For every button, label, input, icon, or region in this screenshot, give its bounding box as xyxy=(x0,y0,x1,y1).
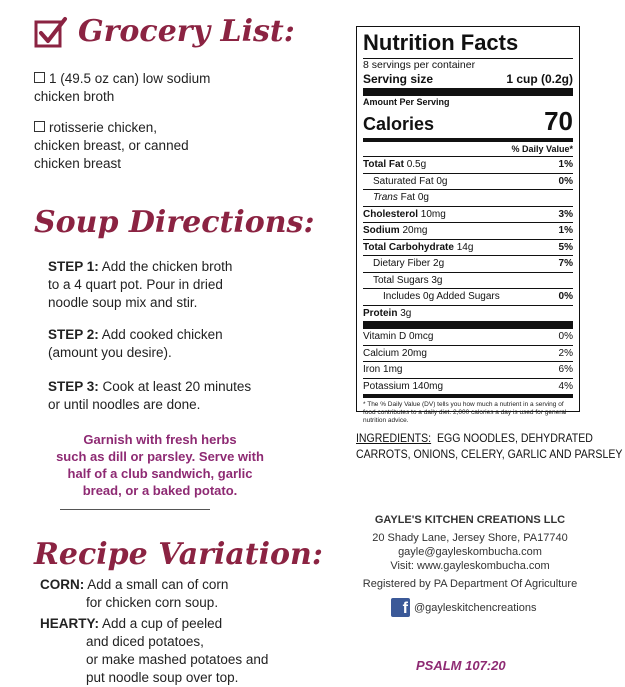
grocery-checkbox-icon xyxy=(34,16,68,55)
nutrient-row: Includes 0g Added Sugars 0% xyxy=(363,288,573,305)
daily-value-header: % Daily Value* xyxy=(511,144,573,154)
facebook-handle[interactable]: @gayleskitchencreations xyxy=(414,601,537,614)
nutrient-row: Dietary Fiber 2g 7% xyxy=(363,255,573,272)
nutrient-list xyxy=(363,156,573,321)
nutrition-footnote: * The % Daily Value (DV) tells you how much a nutrient in a serving of food contributes to a daily diet. 2,000 calories a day is used for general nutrition advice. xyxy=(363,401,567,424)
grocery-item: rotisserie chicken, chicken breast, or canned chicken breast xyxy=(34,120,189,171)
vitamin-row: Calcium 20mg 2% xyxy=(363,345,573,362)
servings-per-container: 8 servings per container xyxy=(363,59,476,71)
ingredients-block: INGREDIENTS: EGG NOODLES, DEHYDRATED CARROTS, ONIONS, CELERY, GARLIC AND PARSLEY xyxy=(356,431,623,461)
serving-size-row: Serving size 1 cup (0.2g) xyxy=(363,72,573,86)
amount-per-serving: Amount Per Serving xyxy=(363,97,450,107)
facebook-link[interactable] xyxy=(391,598,536,617)
company-address: 20 Shady Lane, Jersey Shore, PA17740 xyxy=(372,532,568,544)
facebook-icon[interactable]: f xyxy=(391,598,410,617)
variation-corn: CORN: Add a small can of corn for chicken corn soup. xyxy=(40,577,229,610)
nutrient-row: Total Sugars 3g xyxy=(363,272,573,289)
company-name: GAYLE'S KITCHEN CREATIONS LLC xyxy=(374,514,566,526)
vitamin-list xyxy=(363,329,573,394)
vitamin-row: Iron 1mg 6% xyxy=(363,361,573,378)
nutrient-row: Sodium 20mg 1% xyxy=(363,222,573,239)
checkbox-icon xyxy=(34,72,45,83)
grocery-list-title: Grocery List: xyxy=(78,14,295,49)
ingredients-label: INGREDIENTS: xyxy=(356,431,432,445)
nutrition-facts-panel xyxy=(356,26,580,424)
variation-hearty: HEARTY: Add a cup of peeled and diced potatoes, or make mashed potatoes and put noodle soup over top. xyxy=(40,616,269,685)
checkbox-icon xyxy=(34,121,45,132)
calories-row: Calories 70 xyxy=(363,106,573,136)
grocery-item: 1 (49.5 oz can) low sodium chicken broth xyxy=(34,71,211,104)
soup-directions-title: Soup Directions: xyxy=(34,205,315,240)
nutrient-row: Trans Fat 0g xyxy=(363,189,573,206)
step-3: STEP 3: Cook at least 20 minutes or until noodles are done. xyxy=(48,379,252,412)
company-website[interactable]: Visit: www.gayleskombucha.com xyxy=(390,560,550,572)
vitamin-row: Vitamin D 0mcg 0% xyxy=(363,331,573,342)
nutrient-row: Saturated Fat 0g 0% xyxy=(363,173,573,190)
step-2: STEP 2: Add cooked chicken (amount you desire). xyxy=(48,327,223,360)
nutrient-row: Total Carbohydrate 14g 5% xyxy=(363,239,573,256)
psalm-verse: PSALM 107:20 xyxy=(416,658,506,673)
nutrition-title: Nutrition Facts xyxy=(363,30,519,55)
garnish-note: Garnish with fresh herbs such as dill or parsley. Serve with half of a club sandwich, garlic bread, or a baked potato. xyxy=(56,432,264,498)
nutrient-row: Total Fat 0.5g 1% xyxy=(363,156,573,173)
nutrient-row: Protein 3g xyxy=(363,305,573,322)
vitamin-row: Potassium 140mg 4% xyxy=(363,378,573,395)
step-1: STEP 1: Add the chicken broth to a 4 quart pot. Pour in dried noodle soup mix and stir. xyxy=(48,259,233,310)
nutrient-row: Cholesterol 10mg 3% xyxy=(363,206,573,223)
recipe-variation-title: Recipe Variation: xyxy=(34,537,323,572)
company-email[interactable]: gayle@gayleskombucha.com xyxy=(398,546,542,558)
divider xyxy=(60,509,210,510)
registration-note: Registered by PA Department Of Agriculture xyxy=(362,578,578,590)
